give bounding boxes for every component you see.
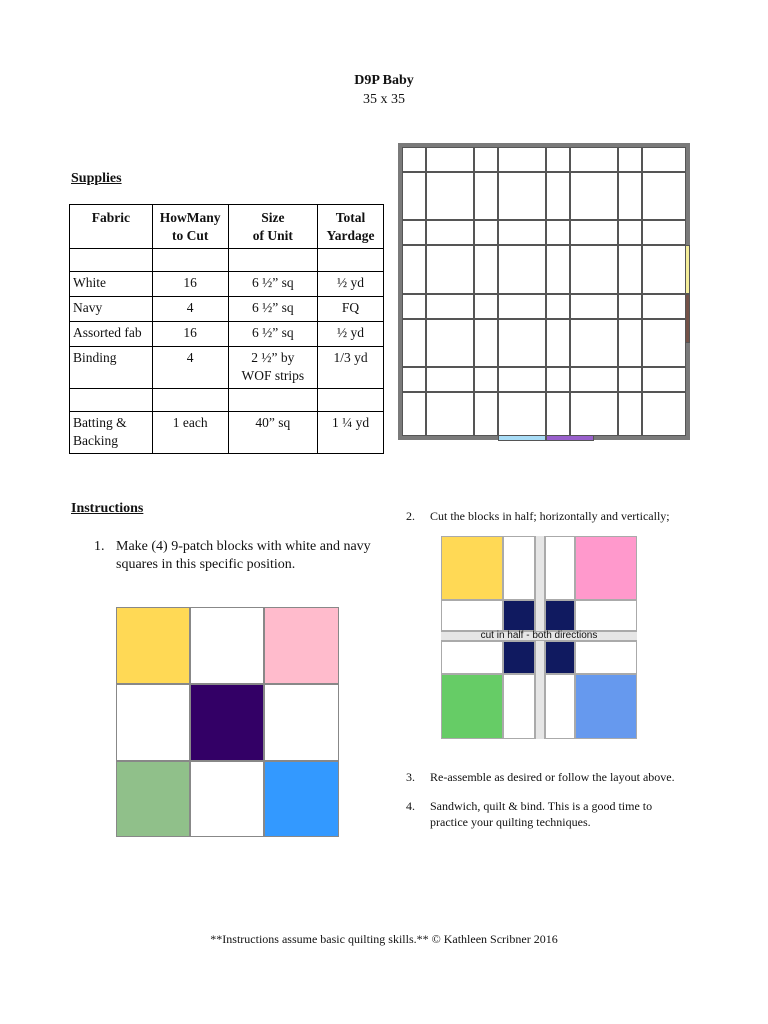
supplies-heading: Supplies xyxy=(71,171,122,186)
quilt-square xyxy=(474,367,498,392)
quilt-square xyxy=(546,319,570,367)
quilt-square xyxy=(642,392,686,436)
quilt-square xyxy=(570,392,618,436)
table-header-row xyxy=(70,205,384,249)
quilt-square xyxy=(402,294,426,319)
table-row: Assorted fab 16 6 ½” sq ½ yd xyxy=(70,322,384,347)
quilt-square xyxy=(570,319,618,367)
quilt-square xyxy=(570,245,618,294)
column-header: Fabric xyxy=(70,205,153,249)
step-3-number: 3. xyxy=(406,770,415,784)
cut-block-square xyxy=(545,641,575,674)
quilt-layout-diagram xyxy=(398,143,690,440)
quilt-square xyxy=(498,392,546,436)
nine-patch-square xyxy=(264,761,339,837)
nine-patch-square xyxy=(190,761,264,837)
quilt-square xyxy=(498,294,546,319)
quilt-square xyxy=(498,172,546,220)
quilt-square xyxy=(618,367,642,392)
cut-block-square xyxy=(545,674,575,739)
nine-patch-square xyxy=(264,607,339,684)
quilt-square xyxy=(498,245,546,294)
quilt-square xyxy=(546,245,570,294)
cut-block-square xyxy=(545,536,575,600)
nine-patch-square xyxy=(264,684,339,761)
quilt-square xyxy=(642,245,686,294)
cut-block-square xyxy=(545,600,575,631)
step-1-text: Make (4) 9-patch blocks with white and navy squares in this specific position. xyxy=(116,539,371,572)
page-title: D9P Baby xyxy=(354,73,414,88)
cut-block-square xyxy=(441,641,503,674)
quilt-square xyxy=(426,220,474,245)
quilt-square xyxy=(618,319,642,367)
quilt-square xyxy=(426,367,474,392)
step-2-number: 2. xyxy=(406,509,415,523)
quilt-square xyxy=(402,319,426,367)
quilt-square xyxy=(474,319,498,367)
column-header: HowMany to Cut xyxy=(152,205,228,249)
cut-block-square xyxy=(503,674,535,739)
quilt-square xyxy=(642,319,686,367)
quilt-square xyxy=(618,147,642,172)
quilt-square xyxy=(642,294,686,319)
nine-patch-square xyxy=(190,607,264,684)
column-header: Total Yardage xyxy=(318,205,384,249)
cut-block-diagram xyxy=(441,536,637,739)
quilt-square xyxy=(474,294,498,319)
step-4-text: Sandwich, quilt & bind. This is a good time to practice your quilting techniques. xyxy=(430,799,653,829)
cut-block-square xyxy=(575,536,637,600)
quilt-square xyxy=(546,220,570,245)
quilt-square xyxy=(402,220,426,245)
instructions-heading: Instructions xyxy=(71,501,144,516)
table-spacer-row xyxy=(70,389,384,412)
quilt-square xyxy=(546,392,570,436)
quilt-square xyxy=(546,294,570,319)
nine-patch-square xyxy=(190,684,264,761)
page-subtitle: 35 x 35 xyxy=(363,92,405,107)
cut-block-square xyxy=(575,600,637,631)
quilt-square xyxy=(402,172,426,220)
table-spacer-row xyxy=(70,249,384,272)
quilt-square xyxy=(426,245,474,294)
table-row: White 16 6 ½” sq ½ yd xyxy=(70,272,384,297)
footer-note: **Instructions assume basic quilting skills.** © Kathleen Scribner 2016 xyxy=(210,932,558,946)
step-4-number: 4. xyxy=(406,799,415,813)
quilt-square xyxy=(402,392,426,436)
nine-patch-block-diagram xyxy=(116,607,339,837)
quilt-square xyxy=(426,172,474,220)
table-row: Navy 4 6 ½” sq FQ xyxy=(70,297,384,322)
quilt-square xyxy=(402,367,426,392)
quilt-square xyxy=(426,147,474,172)
cut-block-square xyxy=(503,600,535,631)
quilt-square xyxy=(426,319,474,367)
quilt-square xyxy=(402,245,426,294)
quilt-square xyxy=(474,220,498,245)
table-row: Batting & Backing 1 each 40” sq 1 ¼ yd xyxy=(70,412,384,454)
quilt-square xyxy=(642,147,686,172)
cut-label: cut in half - both directions xyxy=(480,630,598,641)
quilt-square xyxy=(474,245,498,294)
cut-block-square xyxy=(575,641,637,674)
cut-block-square xyxy=(503,536,535,600)
quilt-square xyxy=(618,220,642,245)
table-row: Binding 4 2 ½” by WOF strips 1/3 yd xyxy=(70,347,384,389)
quilt-square xyxy=(618,245,642,294)
column-header: Size of Unit xyxy=(228,205,317,249)
step-3-text: Re-assemble as desired or follow the layout above. xyxy=(430,770,675,784)
quilt-square xyxy=(474,392,498,436)
quilt-square xyxy=(426,294,474,319)
quilt-square xyxy=(570,367,618,392)
cut-block-square xyxy=(441,536,503,600)
cut-block-square xyxy=(575,674,637,739)
quilt-square xyxy=(570,147,618,172)
quilt-square xyxy=(570,220,618,245)
quilt-square xyxy=(546,147,570,172)
cut-block-square xyxy=(441,600,503,631)
quilt-layout-grid xyxy=(402,147,686,436)
quilt-square xyxy=(474,147,498,172)
quilt-square xyxy=(570,172,618,220)
cut-block-square xyxy=(441,674,503,739)
step-1-number: 1. xyxy=(94,539,105,554)
quilt-square xyxy=(570,294,618,319)
cut-block-square xyxy=(503,641,535,674)
quilt-square xyxy=(642,367,686,392)
quilt-square xyxy=(426,392,474,436)
quilt-square xyxy=(618,172,642,220)
quilt-square xyxy=(546,172,570,220)
quilt-square xyxy=(498,319,546,367)
step-2-text: Cut the blocks in half; horizontally and vertically; xyxy=(430,509,670,523)
nine-patch-square xyxy=(116,761,190,837)
quilt-square xyxy=(546,367,570,392)
quilt-square xyxy=(642,172,686,220)
nine-patch-square xyxy=(116,684,190,761)
quilt-square xyxy=(642,220,686,245)
supplies-table xyxy=(69,204,384,454)
nine-patch-square xyxy=(116,607,190,684)
quilt-square xyxy=(402,147,426,172)
quilt-square xyxy=(498,367,546,392)
quilt-square xyxy=(498,147,546,172)
quilt-square xyxy=(618,392,642,436)
quilt-square xyxy=(618,294,642,319)
quilt-square xyxy=(474,172,498,220)
quilt-square xyxy=(498,220,546,245)
